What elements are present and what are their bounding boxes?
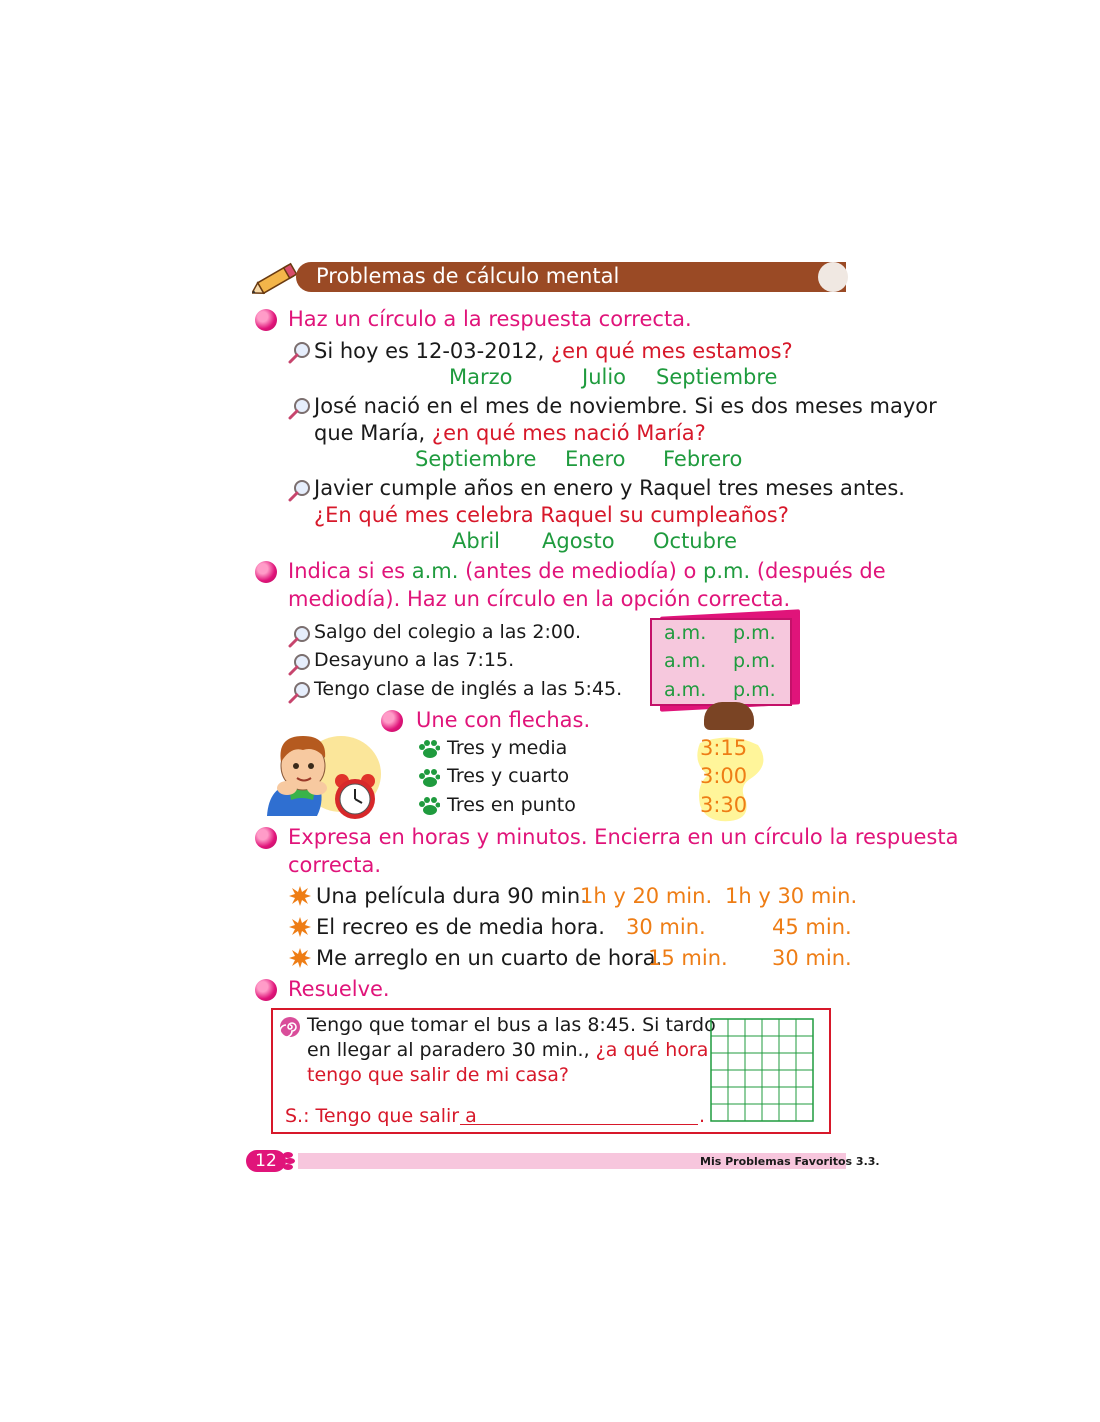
section2-instruction-line2: mediodía). Haz un círculo en la opción correcta. <box>288 587 791 611</box>
clock-icon <box>330 772 380 822</box>
ampm-item-1: Salgo del colegio a las 2:00. <box>314 621 582 643</box>
section2-instruction-line1 <box>288 561 886 582</box>
item1-pm-option[interactable]: p.m. <box>733 622 776 644</box>
section5-instruction: Resuelve. <box>288 977 390 1001</box>
magnifier-icon <box>288 478 312 502</box>
paw-icon <box>418 768 440 788</box>
duration-item-3: Me arreglo en un cuarto de hora. <box>316 946 663 970</box>
splat-icon <box>288 915 312 939</box>
book-title: Mis Problemas Favoritos 3.3. <box>700 1155 880 1168</box>
magnifier-icon <box>288 624 312 648</box>
answer-prefix: S.: Tengo que salir a <box>285 1105 477 1127</box>
section3-instruction: Une con flechas. <box>416 708 591 732</box>
question-1-question: ¿en qué mes estamos? <box>551 339 793 363</box>
header-bar-cap <box>818 262 848 292</box>
match-left-2[interactable]: Tres y cuarto <box>447 765 570 787</box>
magnifier-icon <box>288 340 312 364</box>
bullet-icon <box>255 827 277 849</box>
problem-question1: ¿a qué hora <box>595 1039 709 1061</box>
question-1 <box>314 341 793 362</box>
item2-pm-option[interactable]: p.m. <box>733 650 776 672</box>
paw-icon <box>418 739 440 759</box>
spiral-icon <box>279 1016 301 1038</box>
page-title: Problemas de cálculo mental <box>316 264 620 288</box>
instr-part2: (antes de mediodía) o <box>458 559 703 583</box>
splat-icon <box>288 946 312 970</box>
q1-option-3[interactable]: Septiembre <box>656 365 778 389</box>
q2-option-3[interactable]: Febrero <box>663 447 743 471</box>
item2-am-option[interactable]: a.m. <box>664 650 707 672</box>
question-2-line1: José nació en el mes de noviembre. Si es dos meses mayor <box>314 394 937 418</box>
d3-option-1[interactable]: 15 min. <box>648 946 728 970</box>
question-2-line2 <box>314 423 706 444</box>
item3-pm-option[interactable]: p.m. <box>733 679 776 701</box>
duration-item-1: Una película dura 90 min. <box>316 884 587 908</box>
instr-part1: Indica si es <box>288 559 412 583</box>
d3-option-2[interactable]: 30 min. <box>772 946 852 970</box>
question-2-text: que María, <box>314 421 432 445</box>
question-3-text: Javier cumple años en enero y Raquel tres meses antes. <box>314 476 905 500</box>
q1-option-2[interactable]: Julio <box>582 365 627 389</box>
question-3-question: ¿En qué mes celebra Raquel su cumpleaños? <box>314 503 789 527</box>
paw-icon <box>418 796 440 816</box>
bullet-icon <box>381 710 403 732</box>
bullet-icon <box>255 979 277 1001</box>
item1-am-option[interactable]: a.m. <box>664 622 707 644</box>
d2-option-2[interactable]: 45 min. <box>772 915 852 939</box>
ampm-item-3: Tengo clase de inglés a las 5:45. <box>314 678 623 700</box>
page-number: 12 <box>246 1150 286 1172</box>
problem-line2 <box>307 1041 708 1060</box>
duration-item-2: El recreo es de media hora. <box>316 915 605 939</box>
match-right-1[interactable]: 3:15 <box>700 736 748 760</box>
q3-option-2[interactable]: Agosto <box>542 529 615 553</box>
q3-option-3[interactable]: Octubre <box>653 529 738 553</box>
section1-instruction: Haz un círculo a la respuesta correcta. <box>288 307 692 331</box>
magnifier-icon <box>288 396 312 420</box>
am-term: a.m. <box>411 559 459 583</box>
answer-suffix: . <box>699 1105 706 1127</box>
q1-option-1[interactable]: Marzo <box>449 365 513 389</box>
match-left-3[interactable]: Tres en punto <box>447 794 576 816</box>
q3-option-1[interactable]: Abril <box>452 529 500 553</box>
bullet-icon <box>255 309 277 331</box>
d2-option-1[interactable]: 30 min. <box>626 915 706 939</box>
match-left-1[interactable]: Tres y media <box>447 737 568 759</box>
q2-option-2[interactable]: Enero <box>565 447 626 471</box>
splat-icon <box>288 884 312 908</box>
magnifier-icon <box>288 680 312 704</box>
match-right-3[interactable]: 3:30 <box>700 793 748 817</box>
question-1-text: Si hoy es 12-03-2012, <box>314 339 552 363</box>
item3-am-option[interactable]: a.m. <box>664 679 707 701</box>
section4-instruction-line2: correcta. <box>288 853 382 877</box>
scratch-grid[interactable] <box>710 1018 814 1122</box>
magnifier-icon <box>288 652 312 676</box>
paw-icon <box>282 1149 302 1171</box>
problem-line1: Tengo que tomar el bus a las 8:45. Si tardo <box>307 1014 716 1036</box>
q2-option-1[interactable]: Septiembre <box>415 447 537 471</box>
problem-question2: tengo que salir de mi casa? <box>307 1064 570 1086</box>
bullet-icon <box>255 561 277 583</box>
problem-text2: en llegar al paradero 30 min., <box>307 1039 596 1061</box>
d1-option-1[interactable]: 1h y 20 min. <box>580 884 713 908</box>
section4-instruction-line1: Expresa en horas y minutos. Encierra en un círculo la respuesta <box>288 825 959 849</box>
ampm-item-2: Desayuno a las 7:15. <box>314 649 515 671</box>
match-right-2[interactable]: 3:00 <box>700 764 748 788</box>
answer-input-line[interactable] <box>460 1124 698 1125</box>
pm-term: p.m. <box>703 559 751 583</box>
instr-part3: (después de <box>750 559 886 583</box>
d1-option-2[interactable]: 1h y 30 min. <box>725 884 858 908</box>
board-stand <box>704 702 754 730</box>
question-2-question: ¿en qué mes nació María? <box>431 421 706 445</box>
